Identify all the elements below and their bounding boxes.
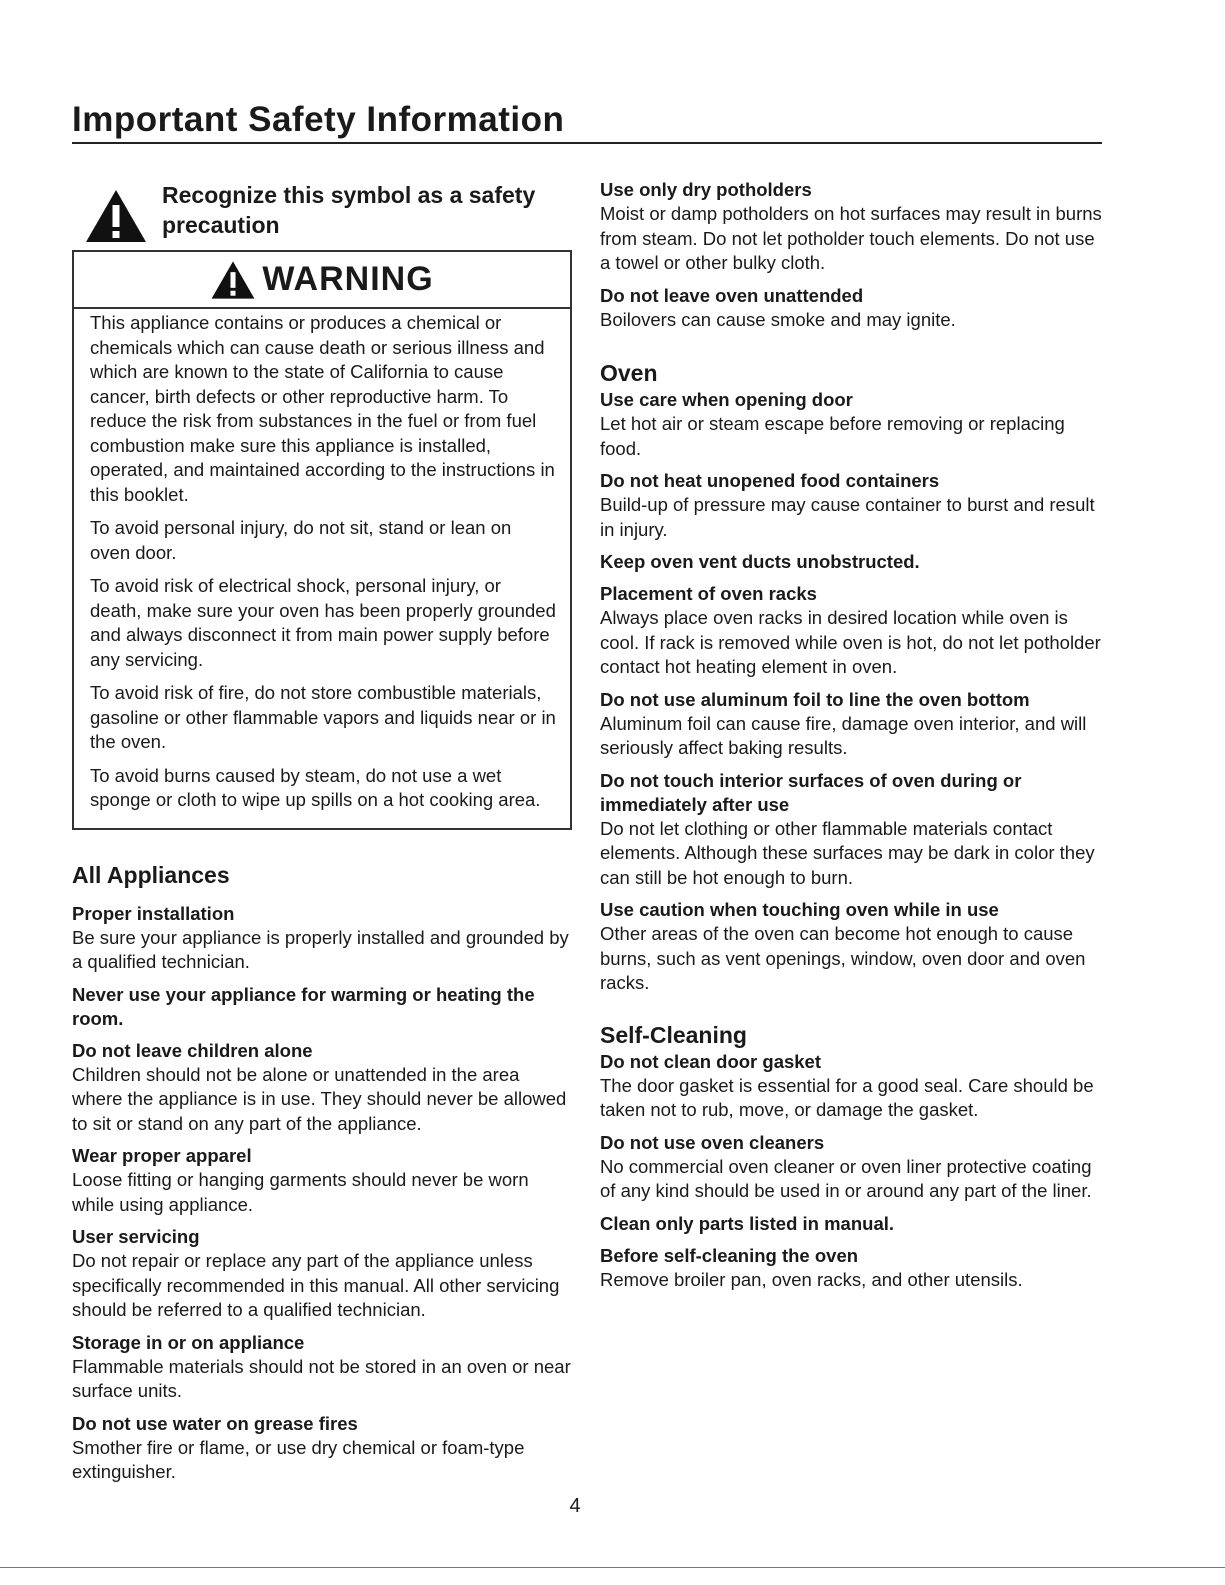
item-title: Never use your appliance for warming or heating the room. xyxy=(72,983,535,1029)
item-title: Do not use oven cleaners xyxy=(600,1131,825,1153)
item-body: Children should not be alone or unattended in the area where the appliance is in use. They should never be allowed to sit or stand on any part of the appliance. xyxy=(72,1063,567,1134)
safety-item xyxy=(600,1050,1105,1123)
safety-item xyxy=(600,769,1105,891)
item-body: The door gasket is essential for a good seal. Care should be taken not to rub, move, or damage the gasket. xyxy=(600,1074,1094,1120)
safety-item xyxy=(72,1412,572,1485)
page-title: Important Safety Information xyxy=(72,100,1102,144)
item-body: Be sure your appliance is properly installed and grounded by a qualified technician. xyxy=(72,926,569,972)
safety-item xyxy=(600,388,1105,461)
safety-item xyxy=(600,284,1105,333)
item-title: Before self-cleaning the oven xyxy=(600,1244,859,1266)
item-title: Use care when opening door xyxy=(600,389,853,410)
item-body: Build-up of pressure may cause container to burst and result in injury. xyxy=(600,494,1095,540)
item-body: Boilovers can cause smoke and may ignite. xyxy=(600,308,956,330)
warning-paragraph: To avoid risk of electrical shock, personal injury, or death, make sure your oven has been properly grounded and always disconnect it from main power supply before any servicing. xyxy=(90,575,556,670)
safety-item xyxy=(600,1244,1105,1293)
safety-symbol-note xyxy=(72,178,572,248)
safety-item xyxy=(600,688,1105,761)
item-title: User servicing xyxy=(72,1226,200,1247)
warning-box xyxy=(72,250,572,830)
item-title: Do not use water on grease fires xyxy=(72,1412,358,1434)
item-title: Do not leave children alone xyxy=(72,1039,313,1061)
warning-triangle-icon xyxy=(210,260,256,300)
warning-label: WARNING xyxy=(262,260,434,298)
safety-item xyxy=(72,983,572,1031)
left-column xyxy=(72,178,572,1493)
right-column xyxy=(600,178,1105,1300)
item-body: Do not repair or replace any part of the appliance unless specifically recommended in this manual. All other servicing should be referred to a qualified technician. xyxy=(72,1250,560,1320)
safety-item xyxy=(72,1225,572,1323)
item-body: Aluminum foil can cause fire, damage oven interior, and will seriously affect baking results. xyxy=(600,712,1087,758)
item-title: Use only dry potholders xyxy=(600,179,812,200)
item-title: Clean only parts listed in manual. xyxy=(600,1212,895,1234)
item-body: Moist or damp potholders on hot surfaces may result in burns from steam. Do not let potholder touch elements. Do not use a towel or other bulky cloth. xyxy=(600,203,1102,273)
item-body: Other areas of the oven can become hot enough to cause burns, such as vent openings, window, oven door and oven racks. xyxy=(600,923,1086,993)
warning-header xyxy=(74,252,570,309)
item-title: Use caution when touching oven while in use xyxy=(600,899,999,920)
item-title: Keep oven vent ducts unobstructed. xyxy=(600,551,920,572)
safety-symbol-text: Recognize this symbol as a safety precaution xyxy=(162,182,536,238)
item-title: Proper installation xyxy=(72,902,235,924)
item-title: Do not heat unopened food containers xyxy=(600,470,940,491)
safety-item xyxy=(600,178,1105,276)
oven-section xyxy=(600,358,1105,996)
item-title: Placement of oven racks xyxy=(600,583,817,604)
warning-paragraph: This appliance contains or produces a chemical or chemicals which can cause death or serious illness and which are known to the state of California to cause cancer, birth defects or other reproductive harm. To reduce the risk from substances in the fuel or from fuel combustion make sure this appliance is installed, operated, and maintained according to the instructions in this booklet. xyxy=(90,312,555,505)
warning-paragraph: To avoid burns caused by steam, do not use a wet sponge or cloth to wipe up spills on a hot cooking area. xyxy=(90,764,541,810)
item-body: Smother fire or flame, or use dry chemical or foam-type extinguisher. xyxy=(72,1436,525,1482)
section-heading: All Appliances xyxy=(72,861,230,888)
safety-item xyxy=(600,1212,1105,1236)
item-title: Wear proper apparel xyxy=(72,1145,252,1166)
item-title: Do not leave oven unattended xyxy=(600,284,864,306)
safety-item xyxy=(600,582,1105,680)
warning-paragraph: To avoid risk of fire, do not store combustible materials, gasoline or other flammable vapors and liquids near or in the oven. xyxy=(90,682,556,752)
page-number: 4 xyxy=(569,1495,581,1517)
item-body: Always place oven racks in desired location while oven is cool. If rack is removed while oven is hot, do not let potholder contact hot heating element in oven. xyxy=(600,607,1101,677)
item-title: Storage in or on appliance xyxy=(72,1331,305,1353)
section-heading: Oven xyxy=(600,360,658,386)
safety-item xyxy=(600,898,1105,996)
safety-item xyxy=(72,1039,572,1137)
all-appliances-section xyxy=(72,860,572,1485)
safety-item xyxy=(72,1144,572,1217)
warning-triangle-icon xyxy=(84,188,148,244)
item-title: Do not use aluminum foil to line the oven bottom xyxy=(600,688,1030,710)
safety-item xyxy=(72,1331,572,1404)
item-body: Remove broiler pan, oven racks, and other utensils. xyxy=(600,1268,1023,1290)
self-cleaning-section xyxy=(600,1020,1105,1293)
item-body: Let hot air or steam escape before removing or replacing food. xyxy=(600,413,1065,459)
bottom-rule xyxy=(0,1567,1225,1568)
item-body: No commercial oven cleaner or oven liner protective coating of any kind should be used in or around any part of the liner. xyxy=(600,1155,1092,1201)
safety-item xyxy=(72,902,572,975)
section-heading: Self-Cleaning xyxy=(600,1021,747,1048)
safety-item xyxy=(600,1131,1105,1204)
item-body: Loose fitting or hanging garments should never be worn while using appliance. xyxy=(72,1169,529,1215)
item-title: Do not touch interior surfaces of oven during or immediately after use xyxy=(600,769,1022,815)
safety-item xyxy=(600,469,1105,542)
general-oven-items xyxy=(600,178,1105,332)
safety-item xyxy=(600,550,1105,574)
item-body: Flammable materials should not be stored in an oven or near surface units. xyxy=(72,1355,571,1401)
item-title: Do not clean door gasket xyxy=(600,1050,822,1072)
warning-paragraph: To avoid personal injury, do not sit, stand or lean on oven door. xyxy=(90,517,512,563)
item-body: Do not let clothing or other flammable materials contact elements. Although these surfaces may be dark in color they can still be hot enough to burn. xyxy=(600,817,1095,888)
